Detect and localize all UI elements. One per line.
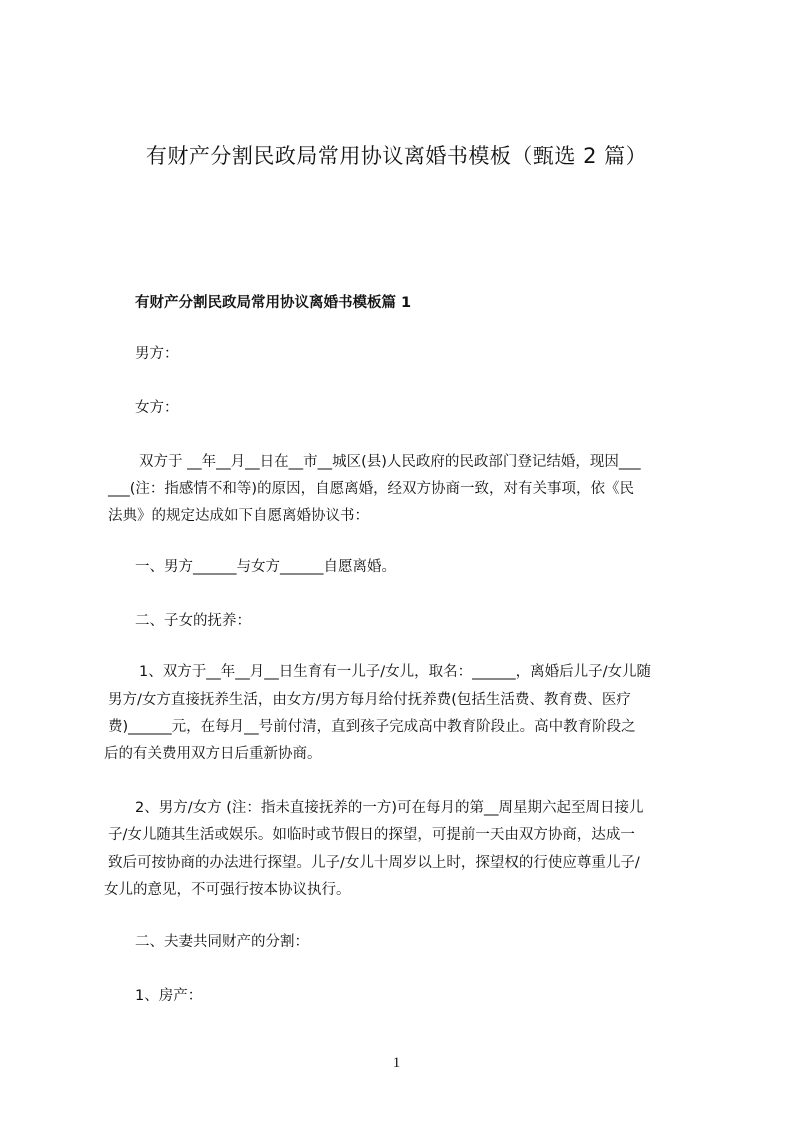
clause-line: 1、房产： xyxy=(135,988,203,1004)
paragraph-line: ___(注：指感情不和等)的原因，自愿离婚，经双方协商一致，对有关事项，依《民 xyxy=(108,481,635,497)
clause-line: 二、夫妻共同财产的分割： xyxy=(135,934,309,950)
male-party-line: 男方： xyxy=(135,346,179,362)
section-heading: 有财产分割民政局常用协议离婚书模板篇 1 xyxy=(135,295,412,311)
document-title: 有财产分割民政局常用协议离婚书模板（甄选 2 篇） xyxy=(145,144,648,168)
paragraph-line: 后的有关费用双方日后重新协商。 xyxy=(104,746,322,762)
paragraph-line: 1、双方于__年__月__日生育有一儿子/女儿，取名：______，离婚后儿子/女儿随 xyxy=(139,664,651,680)
paragraph-line: 2、男方/女方 (注：指未直接抚养的一方)可在每月的第__周星期六起至周日接儿 xyxy=(135,800,644,816)
female-party-line: 女方： xyxy=(135,400,179,416)
paragraph-line: 致后可按协商的办法进行探望。儿子/女儿十周岁以上时，探望权的行使应尊重儿子/ xyxy=(108,855,640,871)
page-number: 1 xyxy=(392,1055,401,1071)
paragraph-line: 费)______元，在每月__号前付清，直到孩子完成高中教育阶段止。高中教育阶段之 xyxy=(108,719,636,735)
paragraph-line: 男方/女方直接抚养生活，由女方/男方每月给付抚养费(包括生活费、教育费、医疗 xyxy=(108,692,631,708)
paragraph-line: 法典》的规定达成如下自愿离婚协议书： xyxy=(108,508,369,524)
paragraph-line: 子/女儿随其生活或娱乐。如临时或节假日的探望，可提前一天由双方协商，达成一 xyxy=(108,827,635,843)
clause-line: 二、子女的抚养： xyxy=(135,613,251,629)
paragraph-line: 女儿的意见，不可强行按本协议执行。 xyxy=(104,882,351,898)
paragraph-line: 双方于 __年__月__日在__市__城区(县)人民政府的民政部门登记结婚，现因___ xyxy=(139,454,641,470)
clause-line: 一、男方______与女方______自愿离婚。 xyxy=(135,559,396,575)
